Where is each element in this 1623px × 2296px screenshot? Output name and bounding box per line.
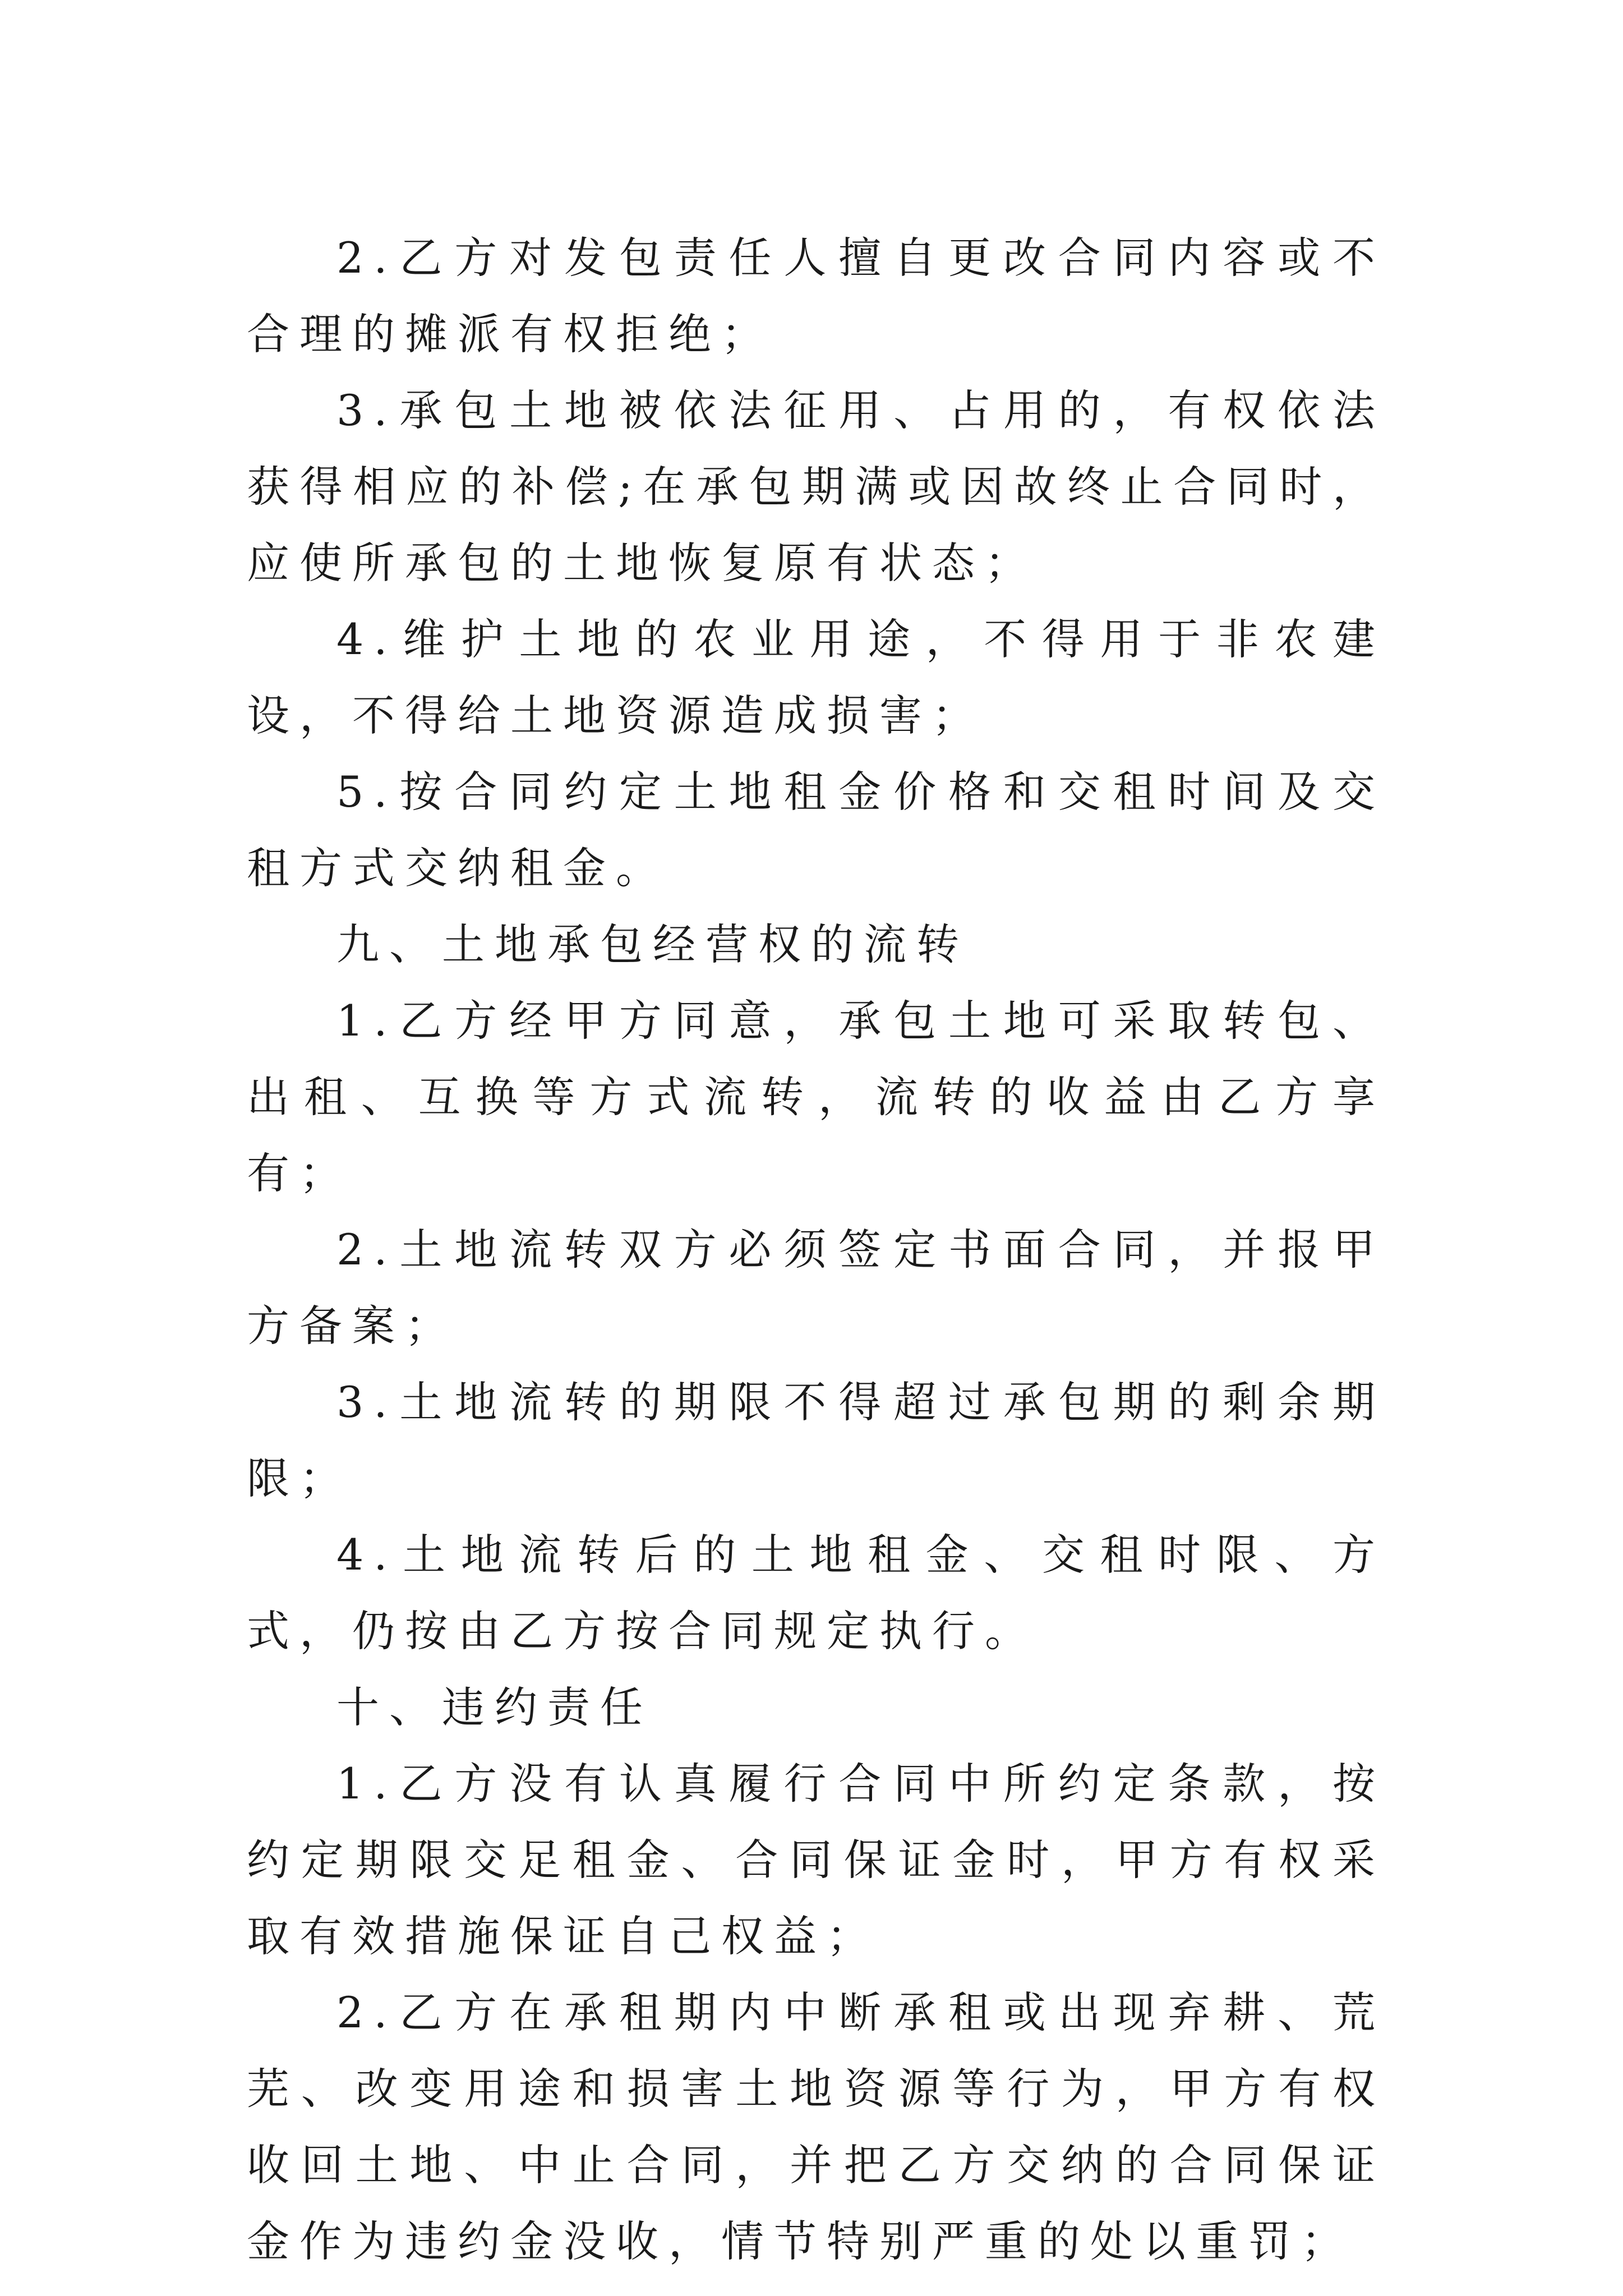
clause-8-2: 2.乙方对发包责任人擅自更改合同内容或不合理的摊派有权拒绝； [247,233,1385,359]
clause-8-4: 4.维护土地的农业用途，不得用于非农建设，不得给土地资源造成损害； [247,614,1385,740]
clause-9-1: 1.乙方经甲方同意，承包土地可采取转包、出租、互换等方式流转，流转的收益由乙方享有； [247,996,1385,1198]
clause-10-2: 2.乙方在承租期内中断承租或出现弃耕、荒芜、改变用途和损害土地资源等行为，甲方有权收回土地、中止合同，并把乙方交纳的合同保证金作为违约金没收，情节特别严重的处以重罚； [247,1987,1385,2266]
clause-10-1: 1.乙方没有认真履行合同中所约定条款，按约定期限交足租金、合同保证金时，甲方有权采取有效措施保证自己权益； [247,1759,1385,1961]
section-heading-9: 九、土地承包经营权的流转 [336,919,969,969]
clause-9-3: 3.土地流转的期限不得超过承包期的剩余期限； [247,1377,1385,1503]
section-heading-10: 十、违约责任 [336,1682,653,1732]
clause-8-3: 3.承包土地被依法征用、占用的，有权依法获得相应的补偿;在承包期满或因故终止合同时，应使所承包的土地恢复原有状态； [247,385,1385,588]
document-body [247,220,1385,2280]
clause-9-4: 4.土地流转后的土地租金、交租时限、方式，仍按由乙方按合同规定执行。 [247,1530,1385,1656]
clause-8-5: 5.按合同约定土地租金价格和交租时间及交租方式交纳租金。 [247,767,1385,893]
clause-9-2: 2.土地流转双方必须签定书面合同，并报甲方备案； [247,1225,1385,1351]
